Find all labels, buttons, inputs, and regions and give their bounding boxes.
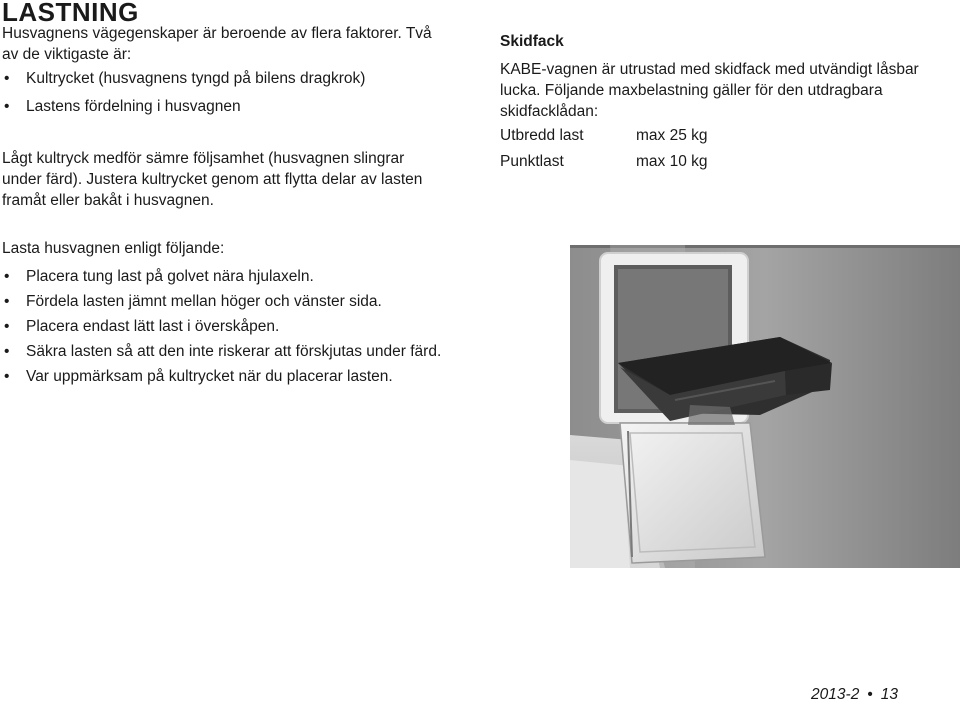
edition-label: 2013-2 bbox=[811, 686, 860, 703]
list-item: • Var uppmärksam på kultrycket när du placerar lasten. bbox=[2, 366, 452, 387]
kultryck-paragraph: Lågt kultryck medför sämre följsamhet (husvagnen slingrar under färd). Justera kultrycket genom att flytta delar av lasten framåt eller bakåt i husvagnen. bbox=[2, 150, 423, 209]
instructions-intro: Lasta husvagnen enligt följande: bbox=[2, 240, 225, 257]
skidfack-heading: Skidfack bbox=[500, 33, 564, 50]
spec-value: max 10 kg bbox=[636, 153, 708, 170]
list-item: • Kultrycket (husvagnens tyngd på bilens dragkrok) bbox=[2, 68, 452, 89]
section-title: LASTNING bbox=[2, 0, 139, 27]
open-door bbox=[620, 423, 765, 563]
list-item: • Fördela lasten jämnt mellan höger och vänster sida. bbox=[2, 291, 452, 312]
page-number: 13 bbox=[880, 686, 898, 703]
intro-text: Husvagnens vägegenskaper är beroende av flera faktorer. Två av de viktigaste är: bbox=[2, 25, 432, 63]
spec-label: Utbredd last bbox=[500, 127, 584, 144]
spec-value: max 25 kg bbox=[636, 127, 708, 144]
page-footer bbox=[811, 686, 898, 704]
footer-separator: • bbox=[867, 686, 873, 703]
skidfack-text: KABE-vagnen är utrustad med skidfack med utvändigt låsbar lucka. Följande maxbelastning gäller för den utdragbara skidfacklådan: bbox=[500, 61, 919, 120]
list-item: • Placera endast lätt last i överskåpen. bbox=[2, 316, 452, 337]
factor-list bbox=[2, 68, 452, 124]
list-item: • Säkra lasten så att den inte riskerar att förskjutas under färd. bbox=[2, 341, 452, 362]
list-item: • Placera tung last på golvet nära hjulaxeln. bbox=[2, 266, 452, 287]
spec-label: Punktlast bbox=[500, 153, 564, 170]
list-item: • Lastens fördelning i husvagnen bbox=[2, 96, 452, 117]
instruction-list bbox=[2, 266, 452, 391]
ski-compartment-photo bbox=[570, 245, 960, 568]
